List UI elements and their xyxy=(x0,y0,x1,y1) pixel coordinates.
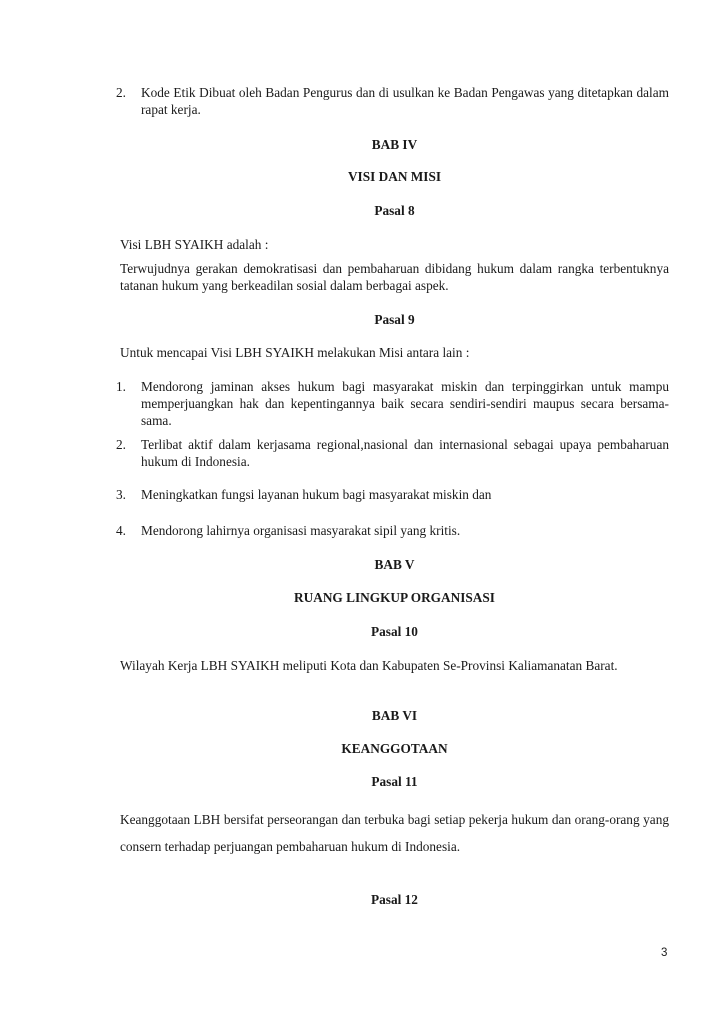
list-number: 2. xyxy=(116,85,126,100)
list-number: 3. xyxy=(116,487,126,502)
list-text: Meningkatkan fungsi layanan hukum bagi masyarakat miskin dan xyxy=(141,487,492,502)
list-text: Terlibat aktif dalam kerjasama regional,nasional dan internasional sebagai upaya pembaharuan hukum di Indonesia. xyxy=(141,437,669,469)
list-text: Mendorong lahirnya organisasi masyarakat sipil yang kritis. xyxy=(141,523,461,538)
list-item xyxy=(116,486,669,503)
list-number: 4. xyxy=(116,523,126,538)
article-heading: Pasal 12 xyxy=(371,892,418,907)
paragraph: Terwujudnya gerakan demokratisasi dan pembaharuan dibidang hukum dalam rangka terbentuknya tatanan hukum yang berkeadilan sosial dalam berbagai aspek. xyxy=(120,261,669,293)
list-number: 2. xyxy=(116,437,126,452)
list-item xyxy=(116,522,669,539)
article-heading: Pasal 10 xyxy=(371,624,418,639)
list-item xyxy=(116,436,669,470)
chapter-heading: BAB V xyxy=(374,557,415,572)
paragraph: Wilayah Kerja LBH SYAIKH meliputi Kota dan Kabupaten Se-Provinsi Kaliamanatan Barat. xyxy=(120,658,618,673)
chapter-heading: BAB IV xyxy=(371,137,418,152)
paragraph: Keanggotaan LBH bersifat perseorangan dan terbuka bagi setiap pekerja hukum dan orang-orang yang consern terhadap perjuangan pembaharuan hukum di Indonesia. xyxy=(120,812,669,854)
chapter-title: RUANG LINGKUP ORGANISASI xyxy=(294,590,495,605)
paragraph: Visi LBH SYAIKH adalah : xyxy=(120,237,269,252)
article-heading: Pasal 8 xyxy=(374,203,415,218)
chapter-title: KEANGGOTAAN xyxy=(341,741,448,756)
article-heading: Pasal 11 xyxy=(371,774,418,789)
page-number: 3 xyxy=(661,947,668,959)
list-item-kode-etik xyxy=(116,84,669,118)
chapter-title: VISI DAN MISI xyxy=(347,169,442,184)
list-text: Kode Etik Dibuat oleh Badan Pengurus dan di usulkan ke Badan Pengawas yang ditetapkan dalam rapat kerja. xyxy=(141,85,669,117)
list-number: 1. xyxy=(116,379,126,394)
article-heading: Pasal 9 xyxy=(374,312,415,327)
list-text: Mendorong jaminan akses hukum bagi masyarakat miskin dan terpinggirkan untuk mampu memperjuangkan hak dan kepentingannya baik secara sendiri-sendiri maupus secara bersama-sama. xyxy=(141,379,669,428)
chapter-heading: BAB VI xyxy=(371,708,418,723)
paragraph: Untuk mencapai Visi LBH SYAIKH melakukan Misi antara lain : xyxy=(120,345,470,360)
list-item xyxy=(116,378,669,429)
